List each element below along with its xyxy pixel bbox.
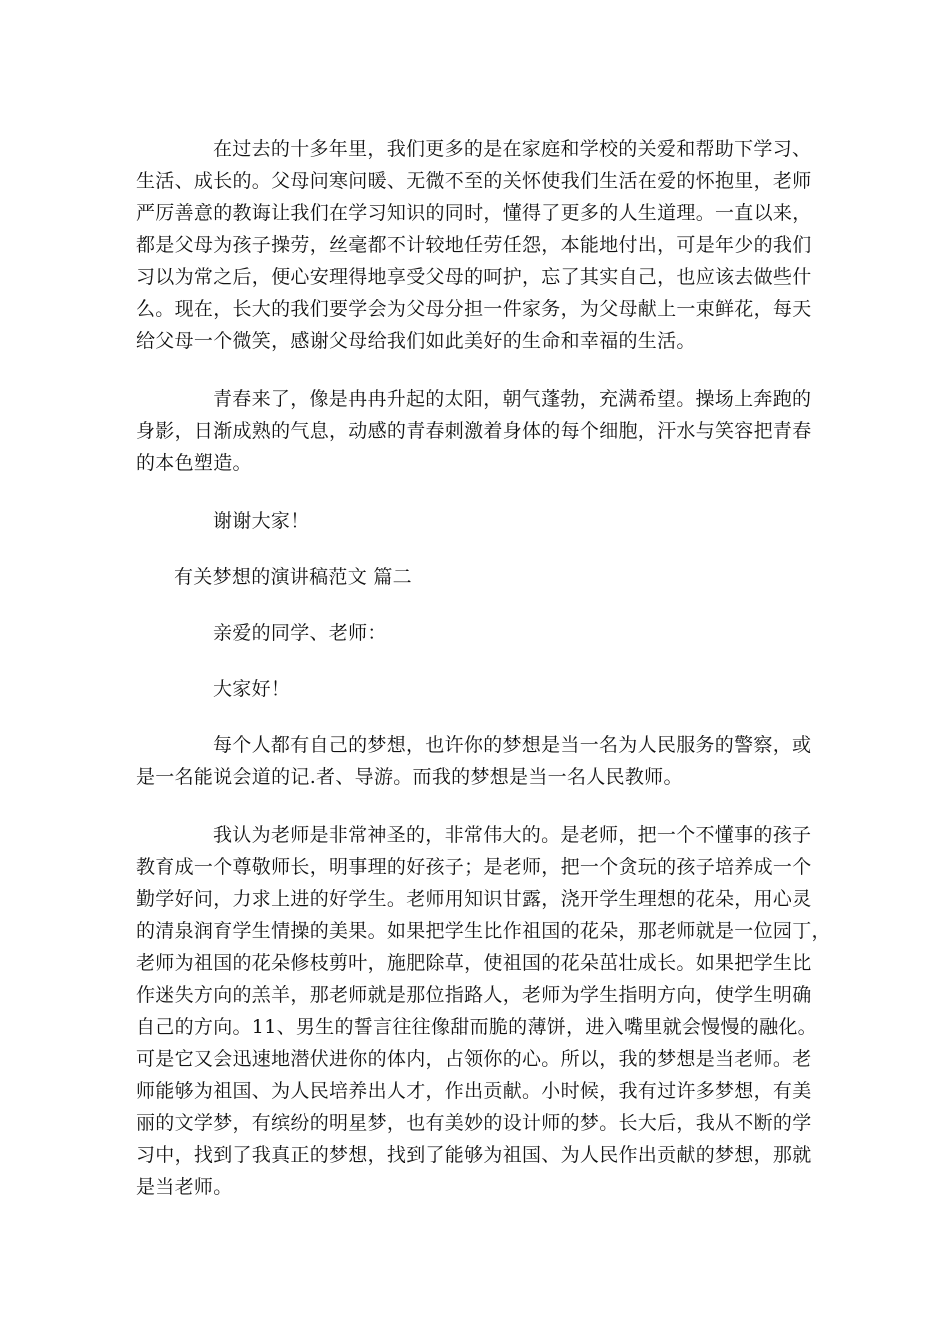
section-heading: 有关梦想的演讲稿范文 篇二 [174,566,412,588]
salutation: 亲爱的同学、老师： [213,622,387,644]
paragraph-1-line-3: 严厉善意的教诲让我们在学习知识的同时，懂得了更多的人生道理。一直以来， [136,202,812,224]
paragraph-4-line-11: 习中，找到了我真正的梦想，找到了能够为祖国、为人民作出贡献的梦想，那就 [136,1144,812,1166]
paragraph-2-line-1: 青春来了，像是冉冉升起的太阳，朝气蓬勃，充满希望。操场上奔跑的 [213,388,812,410]
paragraph-4-line-7: 自己的方向。11、男生的誓言往往像甜而脆的薄饼，进入嘴里就会慢慢的融化。 [136,1016,817,1038]
paragraph-1-line-4: 都是父母为孩子操劳，丝毫都不计较地任劳任怨，本能地付出，可是年少的我们 [136,234,812,256]
paragraph-4-line-3: 勤学好问，力求上进的好学生。老师用知识甘露，浇开学生理想的花朵，用心灵 [136,888,812,910]
greeting: 大家好！ [213,678,291,700]
paragraph-1-line-6: 么。现在，长大的我们要学会为父母分担一件家务，为父母献上一束鲜花，每天 [136,298,812,320]
paragraph-1-line-7: 给父母一个微笑，感谢父母给我们如此美好的生命和幸福的生活。 [136,330,696,352]
paragraph-2-line-3: 的本色塑造。 [136,452,252,474]
paragraph-4-line-9: 师能够为祖国、为人民培养出人才，作出贡献。小时候，我有过许多梦想，有美 [136,1080,812,1102]
paragraph-1-line-5: 习以为常之后，便心安理得地享受父母的呵护，忘了其实自己，也应该去做些什 [136,266,812,288]
paragraph-4-line-12: 是当老师。 [136,1176,233,1198]
paragraph-4-line-4: 的清泉润育学生情操的美果。如果把学生比作祖国的花朵，那老师就是一位园丁， [136,920,831,942]
paragraph-4-line-2: 教育成一个尊敬师长，明事理的好孩子；是老师，把一个贪玩的孩子培养成一个 [136,856,812,878]
paragraph-4-line-8: 可是它又会迅速地潜伏进你的体内，占领你的心。所以，我的梦想是当老师。老 [136,1048,812,1070]
paragraph-4-line-5: 老师为祖国的花朵修枝剪叶，施肥除草，使祖国的花朵茁壮成长。如果把学生比 [136,952,812,974]
paragraph-1-line-1: 在过去的十多年里，我们更多的是在家庭和学校的关爱和帮助下学习、 [213,138,812,160]
paragraph-4-line-6: 作迷失方向的羔羊，那老师就是那位指路人，老师为学生指明方向，使学生明确 [136,984,812,1006]
paragraph-4-line-1: 我认为老师是非常神圣的，非常伟大的。是老师，把一个不懂事的孩子 [213,824,812,846]
paragraph-3-line-1: 每个人都有自己的梦想，也许你的梦想是当一名为人民服务的警察，或 [213,734,812,756]
paragraph-2-line-2: 身影，日渐成熟的气息，动感的青春刺激着身体的每个细胞，汗水与笑容把青春 [136,420,812,442]
paragraph-4-line-10: 丽的文学梦，有缤纷的明星梦，也有美妙的设计师的梦。长大后，我从不断的学 [136,1112,812,1134]
closing-thanks: 谢谢大家！ [213,510,310,532]
paragraph-1-line-2: 生活、成长的。父母问寒问暖、无微不至的关怀使我们生活在爱的怀抱里，老师 [136,170,812,192]
paragraph-3-line-2: 是一名能说会道的记.者、导游。而我的梦想是当一名人民教师。 [136,766,683,788]
